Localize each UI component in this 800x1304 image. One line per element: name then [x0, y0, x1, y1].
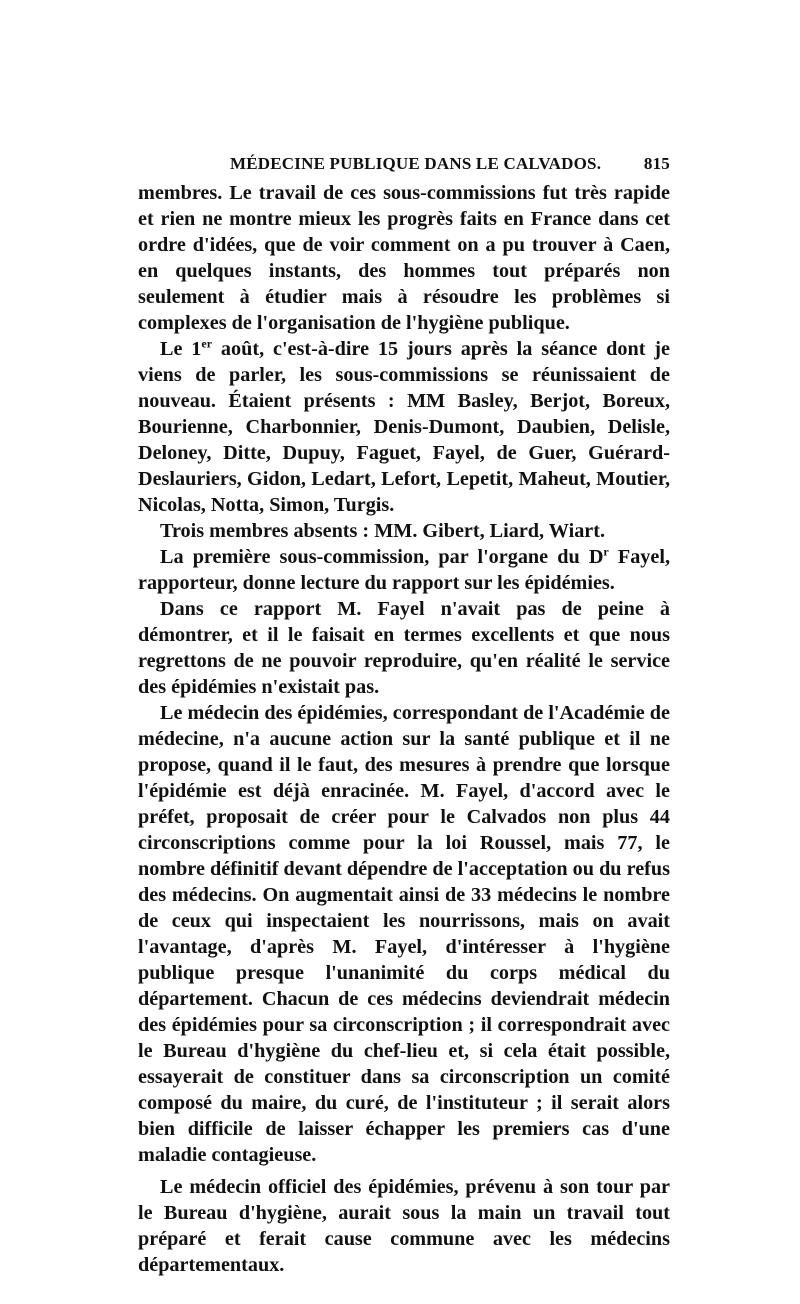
page-number: 815 [643, 154, 670, 173]
paragraph-4-rest: Fayel, rapporteur, donne lecture du rapport sur les épidémies. [138, 546, 670, 594]
paragraph-3: Trois membres absents : MM. Gibert, Liard, Wiart. [160, 520, 606, 542]
paragraph-6: Le médecin des épidémies, correspondant de l'Académie de médecine, n'a aucune action sur la santé publique et il ne propose, quand il le faut, des mesures à prendre que lorsque l'épidémie est déjà enracinée. M. Fayel, d'accord avec le préfet, proposait de créer pour le Calvados non plus 44 circonscriptions comme pour la loi Roussel, mais 77, le nombre définitif devant dépendre de l'acceptation ou du refus des médecins. On augmentait ainsi de 33 médecins le nombre de ceux qui inspectaient les nourrissons, mais on avait l'avantage, d'après M. Fayel, d'intéresser à l'hygiène publique presque l'unanimité du corps médical du département. Chacun de ces médecins deviendrait médecin des épidémies pour sa circonscription ; il correspondrait avec le Bureau d'hygiène du chef-lieu et, si cela était possible, essayerait de constituer dans sa circonscription un comité composé du maire, du curé, de l'instituteur ; il serait alors bien difficile de laisser échapper les premiers cas d'une maladie contagieuse. [138, 702, 670, 1166]
running-title: MÉDECINE PUBLIQUE DANS LE CALVADOS. [230, 154, 602, 173]
paragraph-2-rest: août, c'est-à-dire 15 jours après la séance dont je viens de parler, les sous-commissions se réunissaient de nouveau. Étaient présents : MM Basley, Berjot, Boreux, Bourienne, Charbonnier, Denis-Dumont, Daubien, Delisle, Deloney, Ditte, Dupuy, Faguet, Fayel, de Guer, Guérard-Deslauriers, Gidon, Ledart, Lefort, Lepetit, Maheut, Moutier, Nicolas, Notta, Simon, Turgis. [138, 338, 670, 516]
paragraph-2-lead: Le 1 [160, 338, 202, 360]
running-header [138, 150, 670, 178]
paragraph-2 [138, 336, 670, 518]
paragraph-4 [138, 544, 670, 596]
doctor-superscript: r [603, 544, 609, 559]
paragraph-5: Dans ce rapport M. Fayel n'avait pas de peine à démontrer, et il le faisait en termes excellents et que nous regrettons de ne pouvoir reproduire, qu'en réalité le service des épidémies n'existait pas. [138, 598, 670, 698]
paragraph-7: Le médecin officiel des épidémies, prévenu à son tour par le Bureau d'hygiène, aurait sous la main un travail tout préparé et ferait cause commune avec les médecins départementaux. [138, 1176, 670, 1276]
paragraph-4-lead: La première sous-commission, par l'organe du D [160, 546, 604, 568]
ordinal-superscript: er [201, 336, 213, 351]
paragraph-1: membres. Le travail de ces sous-commissions fut très rapide et rien ne montre mieux les progrès faits en France dans cet ordre d'idées, que de voir comment on a pu trouver à Caen, en quelques instants, des hommes tout préparés non seulement à étudier mais à résoudre les problèmes si complexes de l'organisation de l'hygiène publique. [138, 182, 670, 334]
body-text [138, 180, 670, 1278]
